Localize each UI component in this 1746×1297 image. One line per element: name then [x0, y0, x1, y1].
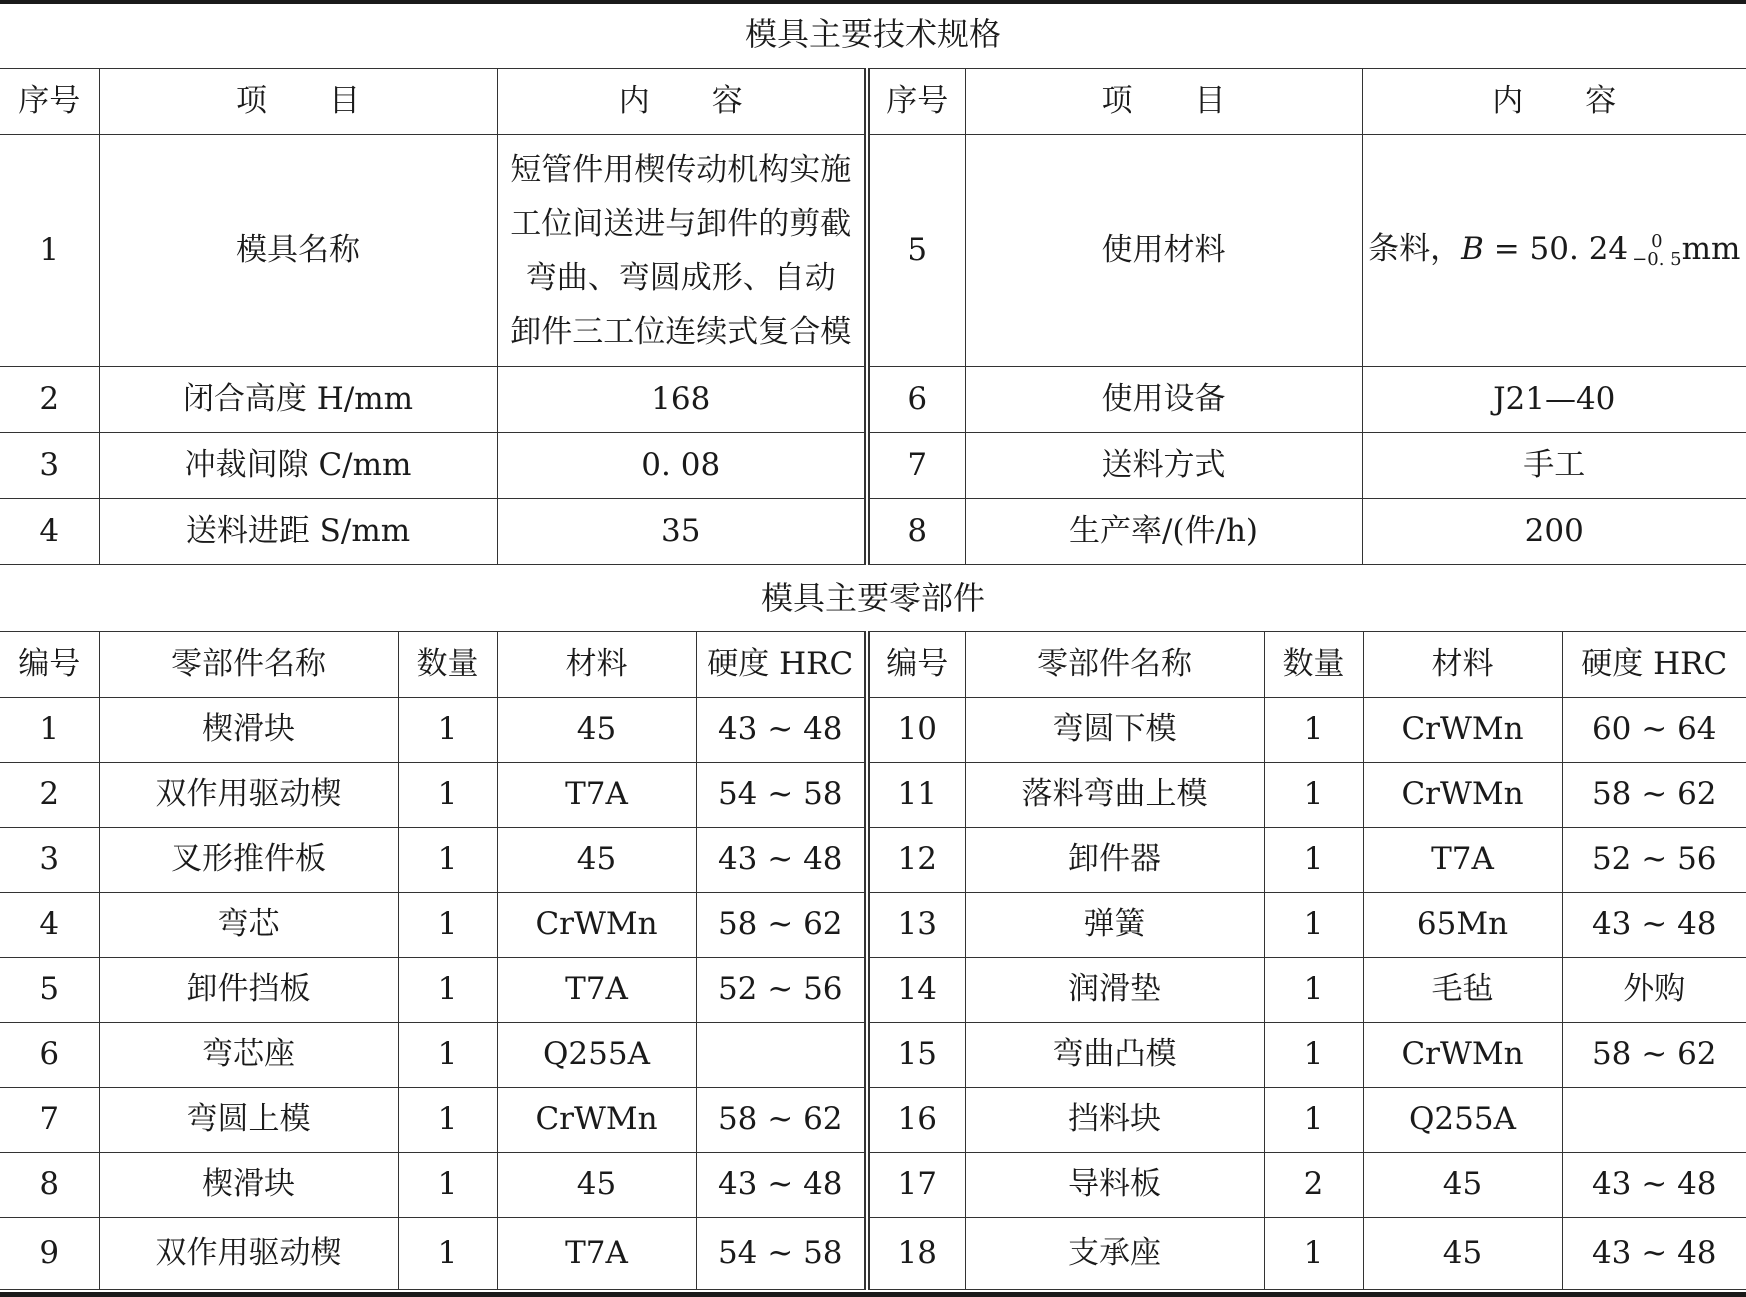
- cell-no: 18: [867, 1218, 965, 1290]
- cell-part-name: 弯芯座: [99, 1023, 398, 1088]
- cell-no: 6: [867, 367, 965, 433]
- tolerance-lower: −0. 5: [1632, 248, 1682, 270]
- parts-row: [0, 698, 1746, 763]
- cell-material: 45: [1363, 1218, 1562, 1290]
- cell-no: 17: [867, 1153, 965, 1218]
- parts-row: [0, 958, 1746, 1023]
- cell-part-name: 落料弯曲上模: [965, 763, 1264, 828]
- cell-material: 毛毡: [1363, 958, 1562, 1023]
- cell-qty: 1: [1264, 958, 1363, 1023]
- cell-material: 45: [1363, 1153, 1562, 1218]
- content-line: 卸件三工位连续式复合模: [510, 313, 852, 350]
- header-cell: 序号: [867, 69, 965, 135]
- cell-part-name: 弹簧: [965, 893, 1264, 958]
- parts-table: [0, 631, 1746, 1290]
- bottom-rule: [0, 1292, 1746, 1297]
- cell-no: 11: [867, 763, 965, 828]
- cell-item: 送料进距 S/mm: [99, 499, 497, 565]
- cell-no: 5: [867, 135, 965, 367]
- cell-no: 14: [867, 958, 965, 1023]
- cell-no: 15: [867, 1023, 965, 1088]
- cell-no: 3: [0, 433, 99, 499]
- cell-hardness: 54 ~ 58: [696, 763, 867, 828]
- cell-part-name: 支承座: [965, 1218, 1264, 1290]
- tolerance-upper: 0: [1651, 230, 1663, 252]
- content-line: 短管件用楔传动机构实施: [510, 151, 852, 188]
- cell-content: J21—40: [1362, 367, 1746, 433]
- cell-qty: 1: [398, 828, 497, 893]
- cell-item: 生产率/(件/h): [965, 499, 1362, 565]
- header-cell: 材料: [497, 632, 696, 698]
- cell-material: CrWMn: [497, 893, 696, 958]
- parts-title: 模具主要零部件: [760, 579, 985, 617]
- cell-qty: 1: [398, 893, 497, 958]
- cell-hardness: 52 ~ 56: [1562, 828, 1746, 893]
- cell-no: 1: [0, 135, 99, 367]
- parts-row: [0, 828, 1746, 893]
- parts-row: [0, 763, 1746, 828]
- cell-no: 16: [867, 1088, 965, 1153]
- cell-hardness: 43 ~ 48: [696, 828, 867, 893]
- cell-hardness: [1562, 1088, 1746, 1153]
- cell-no: 7: [867, 433, 965, 499]
- cell-material: Q255A: [497, 1023, 696, 1088]
- cell-no: 8: [0, 1153, 99, 1218]
- cell-part-name: 弯圆下模: [965, 698, 1264, 763]
- cell-item: 使用设备: [965, 367, 1362, 433]
- cell-part-name: 双作用驱动楔: [99, 763, 398, 828]
- cell-part-name: 润滑垫: [965, 958, 1264, 1023]
- cell-part-name: 楔滑块: [99, 698, 398, 763]
- cell-qty: 1: [398, 763, 497, 828]
- cell-qty: 1: [398, 1153, 497, 1218]
- header-cell: 数量: [1264, 632, 1363, 698]
- cell-qty: 1: [1264, 828, 1363, 893]
- cell-material: 45: [497, 828, 696, 893]
- parts-header-row: [0, 632, 1746, 698]
- cell-material: T7A: [497, 1218, 696, 1290]
- cell-hardness: 58 ~ 62: [1562, 763, 1746, 828]
- cell-no: 7: [0, 1088, 99, 1153]
- cell-part-name: 导料板: [965, 1153, 1264, 1218]
- header-cell: 硬度 HRC: [1562, 632, 1746, 698]
- cell-qty: 2: [1264, 1153, 1363, 1218]
- material-variable: B: [1461, 231, 1484, 268]
- cell-hardness: 43 ~ 48: [696, 1153, 867, 1218]
- header-cell: 零部件名称: [99, 632, 398, 698]
- parts-row: [0, 1023, 1746, 1088]
- cell-qty: 1: [1264, 1218, 1363, 1290]
- cell-part-name: 弯芯: [99, 893, 398, 958]
- content-line: 弯曲、弯圆成形、自动: [525, 259, 836, 296]
- cell-qty: 1: [398, 1088, 497, 1153]
- spec-row: [0, 135, 1746, 367]
- header-cell: 序号: [0, 69, 99, 135]
- cell-hardness: 58 ~ 62: [696, 893, 867, 958]
- cell-hardness: 52 ~ 56: [696, 958, 867, 1023]
- cell-hardness: 43 ~ 48: [1562, 1153, 1746, 1218]
- header-cell: 零部件名称: [965, 632, 1264, 698]
- cell-hardness: 54 ~ 58: [696, 1218, 867, 1290]
- cell-hardness: [696, 1023, 867, 1088]
- cell-no: 5: [0, 958, 99, 1023]
- spec-row: [0, 367, 1746, 433]
- cell-qty: 1: [398, 1023, 497, 1088]
- header-cell: 项 目: [965, 69, 1362, 135]
- cell-item: 冲裁间隙 C/mm: [99, 433, 497, 499]
- cell-content: 手工: [1362, 433, 1746, 499]
- parts-row: [0, 1153, 1746, 1218]
- cell-part-name: 卸件器: [965, 828, 1264, 893]
- cell-hardness: 58 ~ 62: [696, 1088, 867, 1153]
- spec-row: [0, 499, 1746, 565]
- parts-row: [0, 893, 1746, 958]
- cell-no: 6: [0, 1023, 99, 1088]
- cell-no: 13: [867, 893, 965, 958]
- cell-qty: 1: [1264, 698, 1363, 763]
- header-cell: 硬度 HRC: [696, 632, 867, 698]
- cell-material: 45: [497, 698, 696, 763]
- cell-hardness: 58 ~ 62: [1562, 1023, 1746, 1088]
- cell-hardness: 60 ~ 64: [1562, 698, 1746, 763]
- header-cell: 内 容: [497, 69, 867, 135]
- cell-content: 35: [497, 499, 867, 565]
- cell-part-name: 弯曲凸模: [965, 1023, 1264, 1088]
- cell-material-spec: [1362, 135, 1746, 367]
- cell-part-name: 弯圆上模: [99, 1088, 398, 1153]
- cell-no: 1: [0, 698, 99, 763]
- cell-item: 使用材料: [965, 135, 1362, 367]
- cell-part-name: 楔滑块: [99, 1153, 398, 1218]
- cell-qty: 1: [1264, 1088, 1363, 1153]
- header-cell: 材料: [1363, 632, 1562, 698]
- top-rule: [0, 0, 1746, 4]
- cell-qty: 1: [1264, 763, 1363, 828]
- spec-table: [0, 68, 1746, 565]
- header-cell: 数量: [398, 632, 497, 698]
- cell-qty: 1: [398, 958, 497, 1023]
- cell-qty: 1: [1264, 1023, 1363, 1088]
- cell-item: 模具名称: [99, 135, 497, 367]
- cell-no: 10: [867, 698, 965, 763]
- spec-header-row: [0, 69, 1746, 135]
- cell-hardness: 外购: [1562, 958, 1746, 1023]
- cell-material: CrWMn: [1363, 1023, 1562, 1088]
- cell-content: 200: [1362, 499, 1746, 565]
- cell-item: 送料方式: [965, 433, 1362, 499]
- cell-hardness: 43 ~ 48: [696, 698, 867, 763]
- cell-hardness: 43 ~ 48: [1562, 1218, 1746, 1290]
- cell-no: 2: [0, 367, 99, 433]
- cell-no: 4: [0, 499, 99, 565]
- material-prefix: 条料，: [1368, 231, 1462, 268]
- cell-part-name: 挡料块: [965, 1088, 1264, 1153]
- cell-content: 0. 08: [497, 433, 867, 499]
- spec-title: 模具主要技术规格: [744, 15, 1001, 53]
- parts-row: [0, 1218, 1746, 1290]
- spec-row: [0, 433, 1746, 499]
- cell-no: 12: [867, 828, 965, 893]
- cell-material: T7A: [497, 763, 696, 828]
- cell-no: 3: [0, 828, 99, 893]
- cell-no: 2: [0, 763, 99, 828]
- material-unit: mm: [1681, 231, 1741, 268]
- header-cell: 内 容: [1362, 69, 1746, 135]
- content-line: 工位间送进与卸件的剪截: [510, 205, 852, 242]
- cell-part-name: 双作用驱动楔: [99, 1218, 398, 1290]
- header-cell: 项 目: [99, 69, 497, 135]
- cell-material: CrWMn: [497, 1088, 696, 1153]
- cell-no: 9: [0, 1218, 99, 1290]
- parts-row: [0, 1088, 1746, 1153]
- cell-no: 4: [0, 893, 99, 958]
- cell-content: 168: [497, 367, 867, 433]
- material-value: = 50. 24: [1483, 231, 1629, 268]
- cell-material: CrWMn: [1363, 698, 1562, 763]
- cell-material: 65Mn: [1363, 893, 1562, 958]
- cell-material: T7A: [1363, 828, 1562, 893]
- cell-item: 闭合高度 H/mm: [99, 367, 497, 433]
- cell-part-name: 叉形推件板: [99, 828, 398, 893]
- cell-material: Q255A: [1363, 1088, 1562, 1153]
- cell-material: CrWMn: [1363, 763, 1562, 828]
- cell-qty: 1: [398, 698, 497, 763]
- header-cell: 编号: [867, 632, 965, 698]
- header-cell: 编号: [0, 632, 99, 698]
- cell-qty: 1: [1264, 893, 1363, 958]
- cell-content-multiline: [497, 135, 867, 367]
- cell-material: T7A: [497, 958, 696, 1023]
- tolerance: [1632, 230, 1682, 270]
- cell-qty: 1: [398, 1218, 497, 1290]
- cell-no: 8: [867, 499, 965, 565]
- cell-material: 45: [497, 1153, 696, 1218]
- cell-part-name: 卸件挡板: [99, 958, 398, 1023]
- cell-hardness: 43 ~ 48: [1562, 893, 1746, 958]
